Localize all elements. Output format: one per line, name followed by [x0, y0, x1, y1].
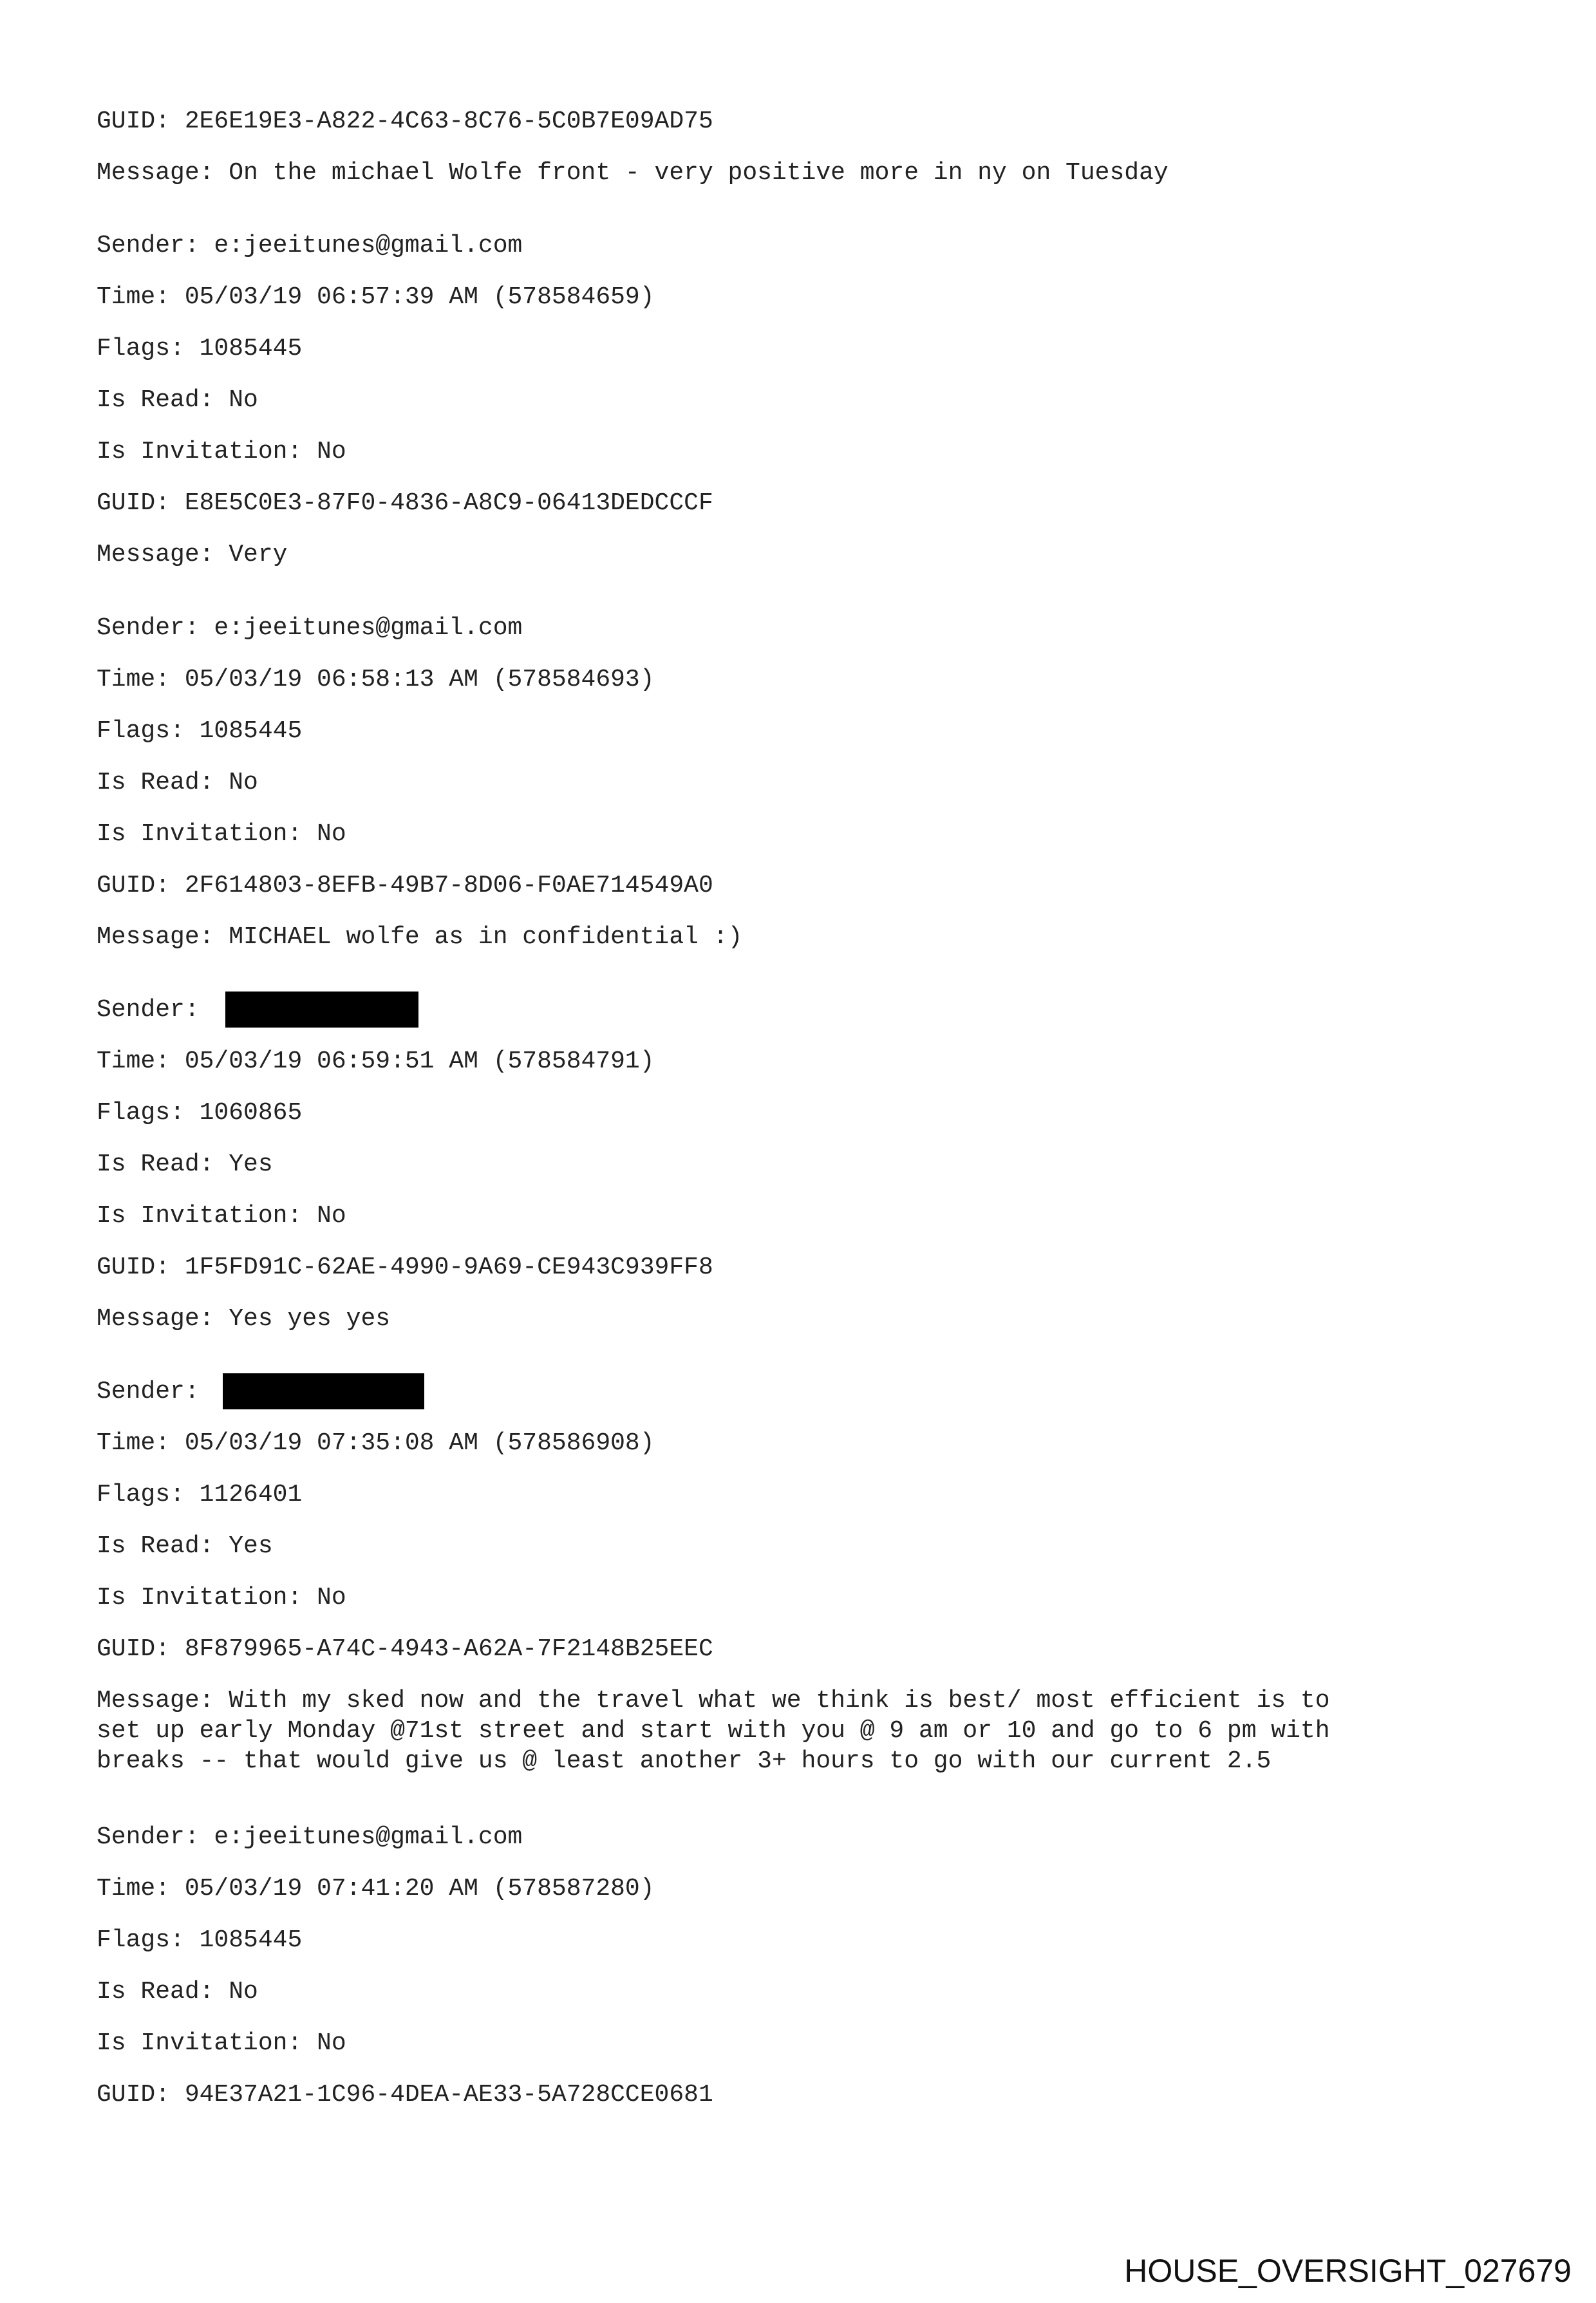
record-is-invitation: Is Invitation: No [97, 2029, 346, 2057]
record-sender: Sender: [97, 996, 200, 1024]
record-flags: Flags: 1060865 [97, 1099, 303, 1127]
record-message: Message: Yes yes yes [97, 1305, 391, 1333]
bates-number: HOUSE_OVERSIGHT_027679 [1124, 2253, 1572, 2289]
record-is-read: Is Read: No [97, 769, 258, 796]
redaction-box [225, 992, 418, 1028]
record-sender: Sender: e:jeeitunes@gmail.com [97, 232, 523, 259]
record-guid: GUID: 94E37A21-1C96-4DEA-AE33-5A728CCE0681 [97, 2081, 713, 2109]
redaction-box [223, 1373, 424, 1409]
record-guid: GUID: 2F614803-8EFB-49B7-8D06-F0AE714549A0 [97, 872, 713, 899]
record-time: Time: 05/03/19 06:58:13 AM (578584693) [97, 666, 655, 693]
record-flags: Flags: 1085445 [97, 335, 303, 362]
record-flags: Flags: 1085445 [97, 717, 303, 745]
record-is-read: Is Read: No [97, 1978, 258, 2006]
record-time: Time: 05/03/19 07:35:08 AM (578586908) [97, 1429, 655, 1457]
record-time: Time: 05/03/19 07:41:20 AM (578587280) [97, 1875, 655, 1903]
record-guid: GUID: 1F5FD91C-62AE-4990-9A69-CE943C939FF8 [97, 1254, 713, 1281]
record-message: Message: On the michael Wolfe front - very positive more in ny on Tuesday [97, 159, 1169, 187]
record-is-invitation: Is Invitation: No [97, 1584, 346, 1612]
record-is-read: Is Read: Yes [97, 1151, 273, 1178]
record-message: Message: MICHAEL wolfe as in confidential :) [97, 923, 743, 951]
record-is-read: Is Read: Yes [97, 1532, 273, 1560]
record-flags: Flags: 1085445 [97, 1926, 303, 1954]
record-guid: GUID: 8F879965-A74C-4943-A62A-7F2148B25EEC [97, 1635, 713, 1663]
record-sender: Sender: [97, 1378, 200, 1405]
record-time: Time: 05/03/19 06:59:51 AM (578584791) [97, 1048, 655, 1075]
record-sender: Sender: e:jeeitunes@gmail.com [97, 1823, 523, 1851]
record-is-invitation: Is Invitation: No [97, 820, 346, 848]
record-message: Message: Very [97, 541, 288, 569]
record-sender: Sender: e:jeeitunes@gmail.com [97, 614, 523, 642]
record-is-read: Is Read: No [97, 386, 258, 414]
record-is-invitation: Is Invitation: No [97, 1202, 346, 1230]
record-flags: Flags: 1126401 [97, 1481, 303, 1509]
record-guid: GUID: E8E5C0E3-87F0-4836-A8C9-06413DEDCCCF [97, 489, 713, 517]
record-message: Message: With my sked now and the travel what we think is best/ most efficient is to set up early Monday @71st street and start with you @ 9 am or 10 and go to 6 pm with breaks -- that would give us @ least another 3+ hours to go with our current 2.5 [97, 1687, 1330, 1775]
record-is-invitation: Is Invitation: No [97, 438, 346, 465]
record-guid: GUID: 2E6E19E3-A822-4C63-8C76-5C0B7E09AD75 [97, 108, 713, 135]
record-time: Time: 05/03/19 06:57:39 AM (578584659) [97, 283, 655, 311]
